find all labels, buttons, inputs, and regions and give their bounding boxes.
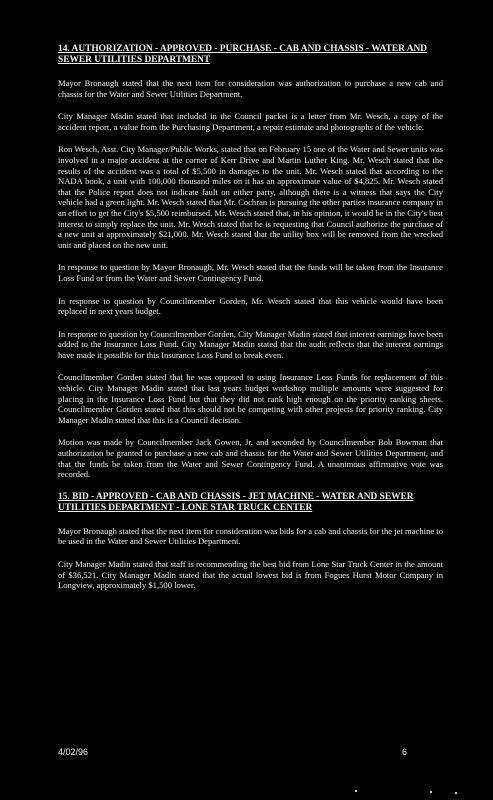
- section-14-paragraph: Mayor Bronaugh stated that the next item for consideration was authorization to purchase a new cab and chassis for the Water and Sewer Utilities Department.: [58, 78, 443, 99]
- section-14-paragraph: City Manager Madin stated that included in the Council packet is a letter from Mr. Wesch, a copy of the accident report, a value from the Purchasing Department, a repair estimate and photographs of the vehicle.: [58, 111, 443, 132]
- scan-speck: [430, 791, 432, 793]
- section-14-paragraph: Ron Wesch, Asst. City Manager/Public Works, stated that on February 15 one of the Water and Sewer units was involved in a major accident at the corner of Kerr Drive and Martin Luther King. Mr. Wesch stated that the results of the accident was a total of $5,500 in damages to the unit. Mr. Wesch stated that according to the NADA book, a unit with 100,000 thousand miles on it has an approximate value of $4,825. Mr. Wesch stated that the Police report does not indicate fault on either party, although there is a witness that says the City vehicle had a green light. Mr. Wesch stated that Mr. Cochran is pursuing the other parties insurance company in an effort to get the City's $5,500 reimbursed. Mr. Wesch stated that, in his opinion, it would be in the City's best interest to simply replace the unit. Mr. Wesch stated that he is requesting that Council authorize the purchase of a new unit at approximately $21,000. Mr. Wesch stated that the utility box will be removed from the wrecked unit and placed on the new unit.: [58, 144, 443, 250]
- section-14-motion-paragraph: Motion was made by Councilmember Jack Gowen, Jr. and seconded by Councilmember Bob Bowman that authorization be granted to purchase a new cab and chassis for the Water and Sewer Utilities Department, and that the funds be taken from the Water and Sewer Contingency Fund. A unanimous affirmative vote was recorded.: [58, 437, 443, 480]
- footer-date: 4/02/96: [58, 747, 89, 757]
- scan-speck: [355, 790, 357, 792]
- section-14-heading: 14. AUTHORIZATION - APPROVED - PURCHASE - CAB AND CHASSIS - WATER AND SEWER UTILITIES DEPARTMENT: [58, 44, 428, 65]
- scan-speck: [455, 792, 457, 794]
- section-14-paragraph: In response to question by Councilmember Gorden, City Manager Madin stated that interest earnings have been added to the Insurance Loss Fund. City Manager Madin stated that the audit reflects that the interest earnings have made it possible for this Insurance Loss Fund to break even.: [58, 328, 443, 360]
- section-14-paragraph: In response to question by Mayor Bronaugh, Mr. Wesch stated that the funds will be taken from the Insurance Loss Fund or from the Water and Sewer Contingency Fund.: [58, 262, 443, 283]
- page-footer: [58, 747, 407, 757]
- section-14-paragraph: Councilmember Gorden stated that he was opposed to using Insurance Loss Funds for replacement of this vehicle. City Manager Madin stated that last years budget workshop multiple amounts were suggested for placing in the Insurance Loss Fund but that they did not rank high enough on the priority ranking sheets. Councilmember Gorden stated that this should not be competing with other projects for priority ranking. City Manager Madin stated that this is a Council decision.: [58, 372, 443, 425]
- section-15-paragraph: Mayor Bronaugh stated that the next item for consideration was bids for a cab and chassis for the jet machine to be used in the Water and Sewer Utilities Department.: [58, 525, 443, 547]
- footer-page-number: 6: [401, 747, 407, 757]
- section-14-paragraph: In response to question by Councilmember Gorden, Mr. Wesch stated that this vehicle would have been replaced in next years budget.: [58, 295, 443, 317]
- section-15-heading: 15. BID - APPROVED - CAB AND CHASSIS - JET MACHINE - WATER AND SEWER UTILITIES DEPARTMENT - LONE STAR TRUCK CENTER: [58, 491, 414, 513]
- section-15-paragraph: City Manager Madin stated that staff is recommending the best bid from Lone Star Truck Center in the amount of $36,521. City Manager Madin stated that the actual lowest bid is from Fogues Hurst Motor Company in Longview, approximately $1,500 lower.: [58, 559, 443, 591]
